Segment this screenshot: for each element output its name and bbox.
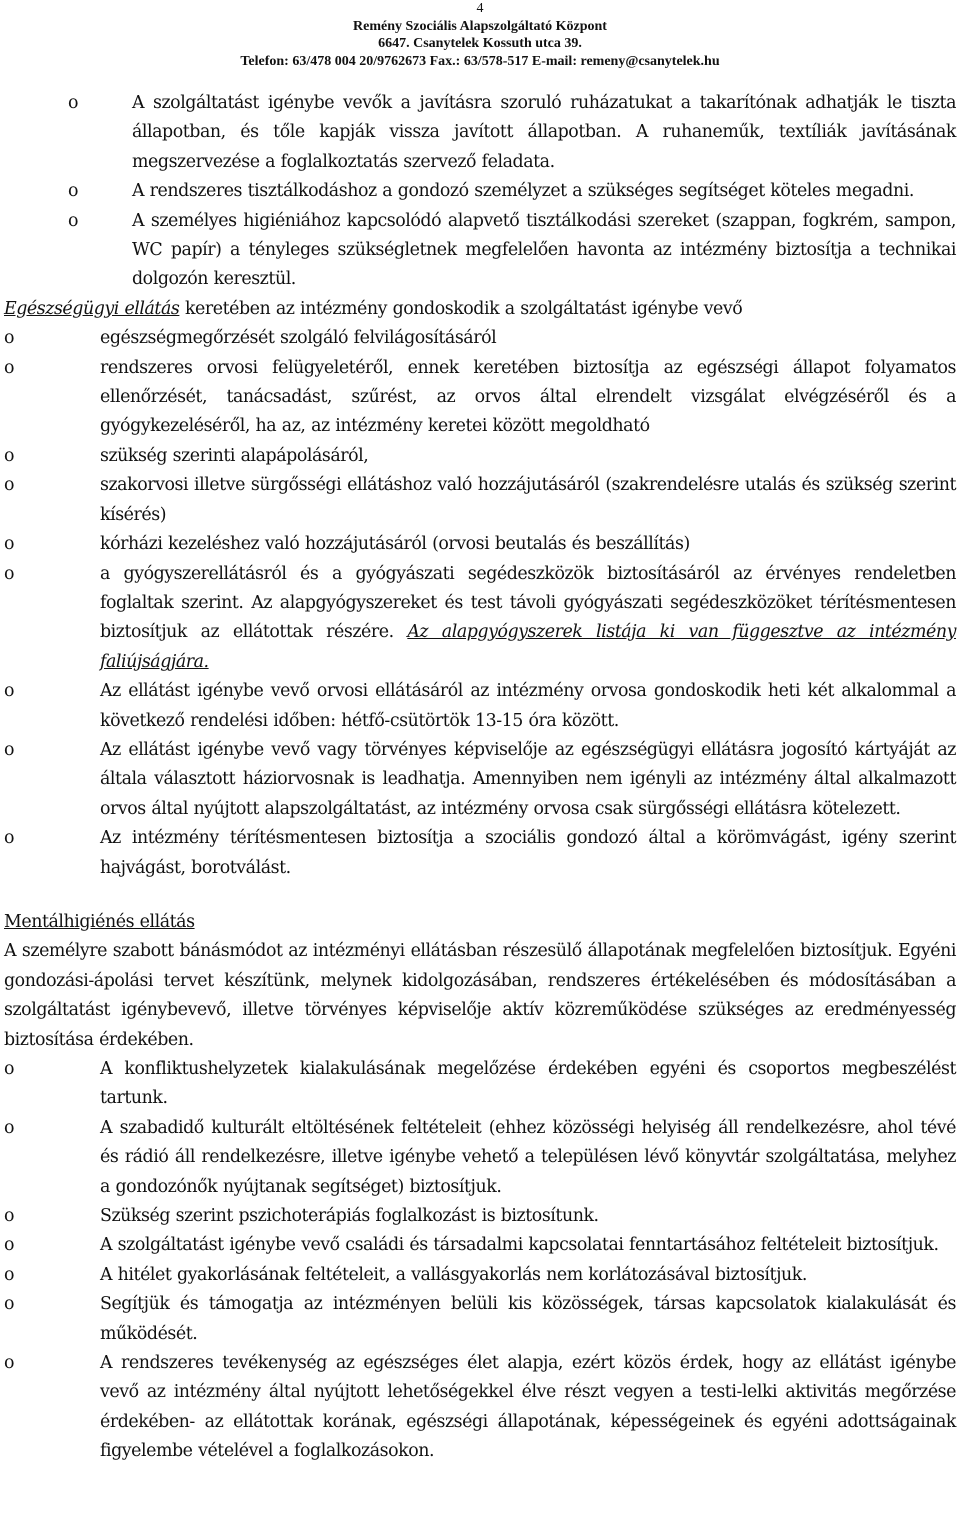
list-item-text: Az ellátást igénybe vevő orvosi ellátásáról az intézmény orvosa gondoskodik heti két alkalommal a következő rendelési időben: hétfő-csütörtök 13-15 óra között. [100,681,956,731]
bullet-marker: o [4,681,15,702]
list-item-text: kórházi kezeléshez való hozzájutásáról (orvosi beutalás és beszállítás) [100,534,690,555]
bullet-marker: o [4,445,15,466]
list-item [4,1349,956,1467]
org-address: 6647. Csanytelek Kossuth utca 39. [378,36,582,51]
list-item-text: A rendszeres tevékenység az egészséges élet alapja, ezért közös érdek, hogy az ellátást igénybe vevő az intézmény által nyújtott lehetőségekkel élve részt vegyen a testi-lelki aktivitás megőrzése érdekében- az ellátottak korának, egészségi állapotának, képességeinek és egyéni adottságainak figyelembe vételével a foglalkozásokon. [100,1353,956,1462]
list-item [4,677,956,736]
list-item [4,177,956,206]
list-item [4,1202,956,1231]
health-intro-text: keretében az intézmény gondoskodik a szolgáltatást igénybe vevő [179,298,743,319]
list-item [4,824,956,883]
list-item [4,442,956,471]
list-item [4,1114,956,1202]
bullet-marker: o [4,357,15,378]
list-item [4,560,956,678]
medication-note: Az alapgyógyszerek listája ki van függesztve az intézmény faliújságjára. [100,622,956,672]
health-heading: Egészségügyi ellátás [4,298,180,319]
list-item-text: szakorvosi illetve sürgősségi ellátáshoz való hozzájutásáról (szakrendelésre utalás és szükség szerint kísérés) [100,475,956,525]
list-item-text: Az intézmény térítésmentesen biztosítja a szociális gondozó által a körömvágást, igény szerint hajvágást, borotválást. [100,828,956,878]
bullet-marker: o [4,1206,15,1227]
bullet-marker: o [4,1264,15,1285]
list-item-text: A szabadidő kulturált eltöltésének feltételeit (ehhez közösségi helyiség áll rendelkezésre, ahol tévé és rádió áll rendelkezésre, illetve igénybe vehető a településen lévő könyvtár szolgáltatása, melyhez a gondozónők nyújtanak segítséget) biztosítjuk. [100,1117,956,1197]
bullet-marker: o [4,1235,15,1256]
list-item [4,1261,956,1290]
list-item-text: A konfliktushelyzetek kialakulásának megelőzése érdekében egyéni és csoportos megbeszélést tartunk. [100,1059,956,1109]
bullet-marker: o [68,210,79,231]
page-number: 4 [476,1,484,16]
list-item-text: A szolgáltatást igénybe vevők a javításra szoruló ruházatukat a takarítónak adhatják le tiszta állapotban, és tőle kapják vissza javított állapotban. A ruhaneműk, textíliák javításának megszervezése a foglalkoztatás szervező feladata. [132,93,956,172]
list-item-text: A hitélet gyakorlásának feltételeit, a vallásgyakorlás nem korlátozásával biztosítjuk. [100,1264,807,1285]
list-item [4,1290,956,1349]
bullet-marker: o [4,1059,15,1079]
bullet-marker: o [4,475,15,496]
list-item-text: A rendszeres tisztálkodáshoz a gondozó személyzet a szükséges segítséget köteles megadni. [132,181,914,202]
list-item [4,1231,956,1260]
list-item-text: rendszeres orvosi felügyeletéről, ennek keretében biztosítja az egészségi állapot folyamatos ellenőrzését, tanácsadást, szűrést, az orvos által elrendelt vizsgálat elvégzéséről és a gyógykezeléséről, ha az, az intézmény keretei között megoldható [100,357,956,437]
health-intro [4,295,956,324]
list-item-text: a gyógyszerellátásról és a gyógyászati segédeszközök biztosításáról az érvényes rendeletben foglaltak szerint. Az alapgyógyszereket és test távoli gyógyászati segédeszközöket térítésmentesen biztosítjuk az ellátottak részére. [100,563,956,643]
list-item-text: szükség szerinti alapápolásáról, [100,445,369,466]
mental-paragraph: A személyre szabott bánásmódot az intézményi ellátásban részesülő állapotának megfelelően biztosítjuk. Egyéni gondozási-ápolási tervet készítünk, melynek kidolgozásában, rendszeres értékelésében és módosításában a szolgáltatást igénybevevő, illetve törvényes képviselője aktív közreműködése szükséges az eredményesség biztosítása érdekében. [4,941,956,1050]
page-header [0,0,960,70]
org-name: Remény Szociális Alapszolgáltató Központ [353,18,607,34]
list-item-text: A személyes higiéniához kapcsolódó alapvető tisztálkodási szereket (szappan, fogkrém, sampon, WC papír) a tényleges szükségletnek megfelelően havonta az intézmény biztosítja a technikai dolgozón keresztül. [132,210,956,290]
bullet-marker: o [4,1353,15,1374]
bullet-marker: o [4,828,15,849]
list-item-text: A szolgáltatást igénybe vevő családi és társadalmi kapcsolatai fenntartásához feltételeit biztosítjuk. [100,1235,939,1256]
list-item-text: Segítjük és támogatja az intézményen belüli kis közösségek, társas kapcsolatok kialakulását és működését. [100,1294,956,1344]
list-item [4,1055,956,1114]
list-item [4,324,956,353]
org-contact: Telefon: 63/478 004 20/9762673 Fax.: 63/578-517 E-mail: remeny@csanytelek.hu [240,53,720,69]
bullet-marker: o [4,328,15,349]
list-item-text: egészségmegőrzését szolgáló felvilágosításáról [100,328,497,349]
bullet-marker: o [4,1294,15,1315]
list-item-text: Az ellátást igénybe vevő vagy törvényes képviselője az egészségügyi ellátásra jogosító kártyáját az általa választott háziorvosnak is leadhatja. Amennyiben nem igényli az intézmény által alkalmazott orvos által nyújtott alapszolgáltatást, az intézmény orvosa csak sürgősségi ellátásra kötelezett. [100,739,956,819]
list-item [4,354,956,442]
list-item [4,530,956,559]
section-spacer [4,883,956,908]
bullet-marker: o [4,534,15,555]
bullet-marker: o [68,93,79,113]
list-item [4,471,956,530]
bullet-marker: o [4,1117,15,1138]
mental-heading: Mentálhigiénés ellátás [4,911,195,932]
list-item-text: Szükség szerint pszichoterápiás foglalkozást is biztosítunk. [100,1206,599,1227]
list-item [4,736,956,824]
document-body [4,89,956,1467]
bullet-marker: o [4,563,15,584]
bullet-marker: o [68,181,79,202]
list-item [4,207,956,295]
bullet-marker: o [4,739,15,760]
list-item [4,89,956,177]
